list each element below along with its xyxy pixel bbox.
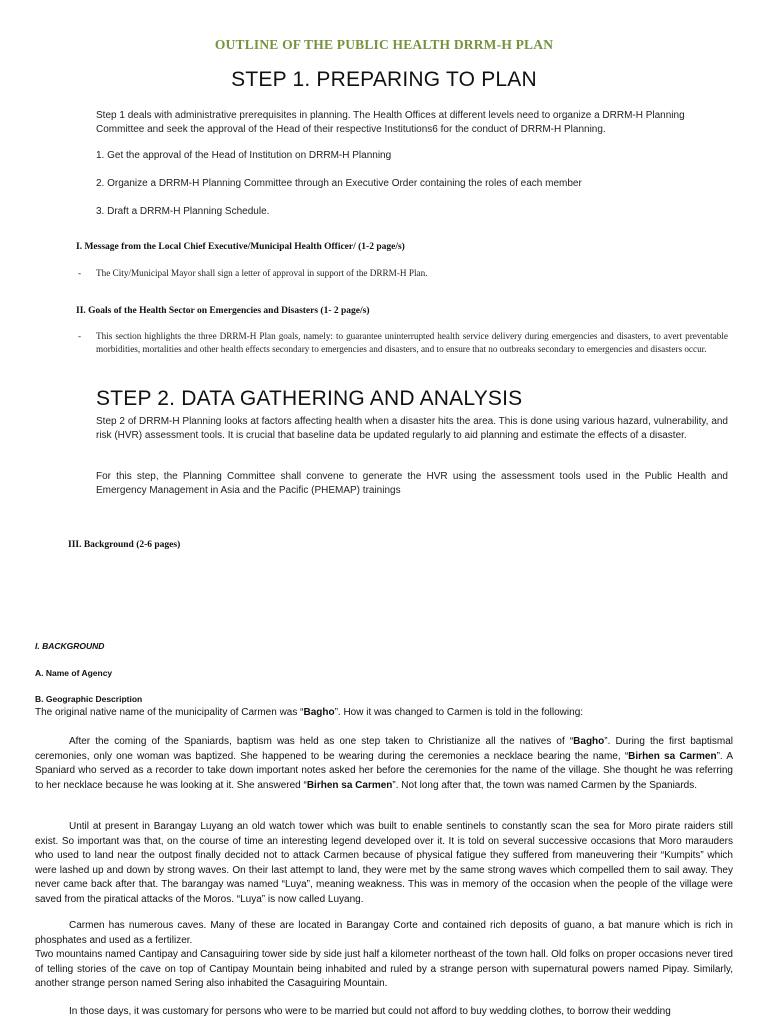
background-paragraph-4: Carmen has numerous caves. Many of these are located in Barangay Corte and contained rich deposits of guano, a bat manure which is rich in phosphates and used as a fertilizer. (35, 920, 733, 946)
section-i-bullet (78, 267, 728, 280)
outline-title: OUTLINE OF THE PUBLIC HEALTH DRRM-H PLAN (214, 37, 554, 52)
step1-intro: Step 1 deals with administrative prerequisites in planning. The Health Offices at different levels need to organize a DRRM-H Planning Committee and seek the approval of the Head of their respective Institutions6 for the conduct of DRRM-H Planning. (96, 110, 685, 135)
section-ii-heading: II. Goals of the Health Sector on Emergencies and Disasters (1- 2 page/s) (76, 306, 370, 316)
step1-item-3: 3. Draft a DRRM-H Planning Schedule. (96, 206, 270, 217)
text-run: The original native name of the municipality of Carmen was “ (35, 707, 304, 718)
section-ii-bullet-text: This section highlights the three DRRM-H Plan goals, namely: to guarantee uninterrupted health service delivery during emergencies and disasters, to avert preventable morbidities, mortalities and other health effects secondary to emergencies and disasters, and to ensure that no outbreaks secondary to emergencies and disasters occur. (96, 331, 728, 354)
text-run: ”. A Spaniard who served as a recorder to take down important notes asked her before the ceremonies for the name of the village. She thought he was referring to her necklace because he was looking at it. She answered “ (35, 750, 733, 791)
background-paragraph-5: Two mountains named Cantipay and Cansaguiring tower side by side just half a kilometer northeast of the town hall. Old folks on proper occasions never tired of telling stories of the cave on top of Cantipay Mountain being inhabited and ruled by a strange person with supernatural powers named Pipay. Similarly, another strange person named Sering also inhabited the Casaguiring Mountain. (35, 949, 733, 990)
bullet-dash: - (78, 268, 82, 278)
step2-paragraph-2: For this step, the Planning Committee shall convene to generate the HVR using the assessment tools used in the Public Health and Emergency Management in Asia and the Pacific (PHEMAP) trainings (96, 471, 728, 496)
bullet-dash: - (78, 331, 82, 341)
step1-item-2: 2. Organize a DRRM-H Planning Committee through an Executive Order containing the roles of each member (96, 178, 582, 189)
text-run: After the coming of the Spaniards, baptism was held as one step taken to Christianize all the natives of “ (69, 736, 574, 747)
text-run: ”. During the first baptismal ceremonies, only one woman was baptized. She happened to be wearing during the ceremonies a necklace bearing the name, “ (35, 736, 733, 762)
section-i-heading: I. Message from the Local Chief Executive/Municipal Health Officer/ (1-2 page/s) (76, 242, 405, 252)
bagho-term: Bagho (573, 736, 605, 747)
birhen-sa-carmen-term: Birhen sa Carmen (306, 779, 393, 791)
step2-paragraph-1: Step 2 of DRRM-H Planning looks at factors affecting health when a disaster hits the area. This is done using various hazard, vulnerability, and risk (HVR) assessment tools. It is crucial that baseline data be updated regularly to aid planning and estimate the effects of a disaster. (96, 416, 728, 441)
background-paragraph-3: Until at present in Barangay Luyang an old watch tower which was built to enable sentinels to constantly scan the sea for Moro pirate raiders still exist. So important was that, on the course of time an interesting legend developed over it. It is told on several successive occasions that Moro marauders who used to land near the outpost finally decided not to attack Carmen because of physical fatigue they suffered from maneuvering their “Kumpits” which were lashed up and down by strong waves. On their last attempt to land, they were met by the same strong waves which compelled them to sail away. They never came back after that. The barangay was named “Luya”, meaning weakness. This was in memory of the occasion when the people of the village were saved from the piratical attacks of the Moros. “Luya” is now called Luyang. (35, 821, 733, 905)
text-run: ”. How it was changed to Carmen is told in the following: (334, 707, 584, 718)
geographic-description-label: B. Geographic Description (35, 694, 143, 704)
text-run: ”. Not long after that, the town was named Carmen by the Spaniards. (392, 779, 698, 791)
bagho-term: Bagho (303, 707, 335, 718)
step1-title: STEP 1. PREPARING TO PLAN (231, 68, 537, 91)
section-ii-bullet (78, 330, 728, 356)
background-paragraph-2 (35, 735, 733, 793)
background-paragraph-6: In those days, it was customary for persons who were to be married but could not afford to buy wedding clothes, to borrow their wedding (69, 1006, 671, 1017)
background-paragraph-1 (35, 706, 733, 721)
birhen-sa-carmen-term: Birhen sa Carmen (628, 750, 717, 762)
section-i-bullet-text: The City/Municipal Mayor shall sign a letter of approval in support of the DRRM-H Plan. (96, 268, 428, 278)
step2-title: STEP 2. DATA GATHERING AND ANALYSIS (96, 387, 523, 410)
background-label: I. BACKGROUND (35, 641, 105, 651)
name-of-agency-label: A. Name of Agency (35, 668, 113, 678)
section-iii-heading: III. Background (2-6 pages) (68, 540, 181, 550)
step1-item-1: 1. Get the approval of the Head of Institution on DRRM-H Planning (96, 150, 392, 161)
